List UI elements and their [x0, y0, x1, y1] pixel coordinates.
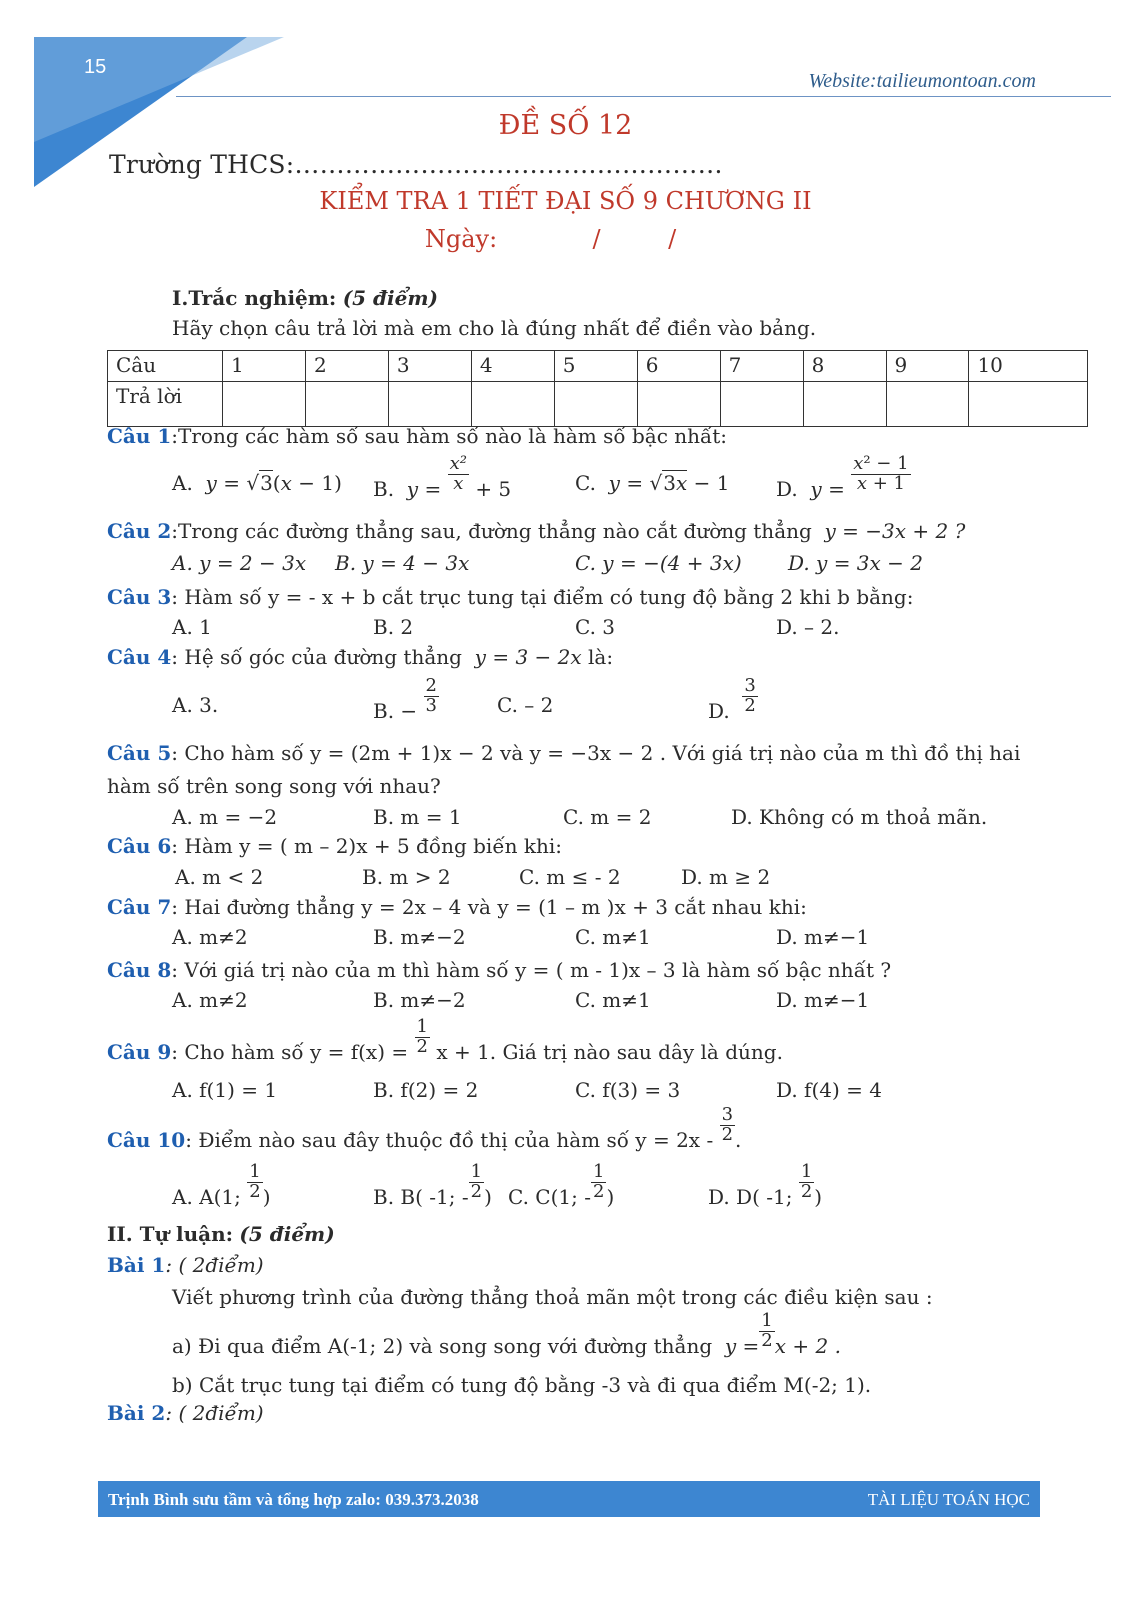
- footer-bar: [98, 1481, 1040, 1517]
- q8-option-a: A. m≠2: [172, 988, 248, 1012]
- answer-cell: [886, 382, 969, 427]
- table-cell: 4: [471, 351, 554, 382]
- q1-option-d: D. y = $\frac{\text{x² − 1}}{x + 1}$: [776, 453, 909, 501]
- q4-option-c: C. – 2: [497, 693, 554, 717]
- question-1: Câu 1:Trong các hàm số sau hàm số nào là hàm số bậc nhất:: [107, 424, 728, 448]
- date-line: [0, 225, 1131, 253]
- q6-option-a: A. m < 2: [175, 865, 264, 889]
- q3-option-a: A. 1: [172, 615, 212, 639]
- q10-option-b: B. B( -1; - $\frac{1}{2}$ ): [373, 1161, 492, 1209]
- q5-option-a: A. m = −2: [172, 805, 278, 829]
- table-cell: 8: [803, 351, 886, 382]
- q2-option-a: A. y = 2 − 3x: [172, 551, 307, 575]
- q2-option-c: C. y = −(4 + 3x): [575, 551, 742, 575]
- q1-option-a: A. y = √3(x − 1): [172, 471, 342, 495]
- bai1-text: Viết phương trình của đường thẳng thoả mãn một trong các điều kiện sau :: [172, 1285, 933, 1309]
- q7-option-a: A. m≠2: [172, 925, 248, 949]
- question-3: Câu 3: Hàm số y = - x + b cắt trục tung tại điểm có tung độ bằng 2 khi b bằng:: [107, 585, 914, 609]
- question-2: Câu 2:Trong các đường thẳng sau, đường thẳng nào cắt đường thẳng y = −3x + 2 ?: [107, 519, 966, 543]
- q4-option-d: D. $\frac{3}{2}$: [708, 675, 756, 723]
- answer-cell: [388, 382, 471, 427]
- question-10: Câu 10: Điểm nào sau đây thuộc đồ thị của hàm số y = 2x - $\frac{3}{2}$ .: [107, 1104, 742, 1152]
- table-header-cell: Câu: [108, 351, 223, 382]
- answer-cell: [720, 382, 803, 427]
- q9-option-a: A. f(1) = 1: [172, 1078, 278, 1102]
- section1-instruction: Hãy chọn câu trả lời mà em cho là đúng nhất để điền vào bảng.: [172, 316, 817, 340]
- table-header-cell: Trả lời: [108, 382, 223, 427]
- q10-option-d: D. D( -1; $\frac{1}{2}$ ): [708, 1161, 823, 1209]
- q5-option-d: D. Không có m thoả mãn.: [731, 805, 988, 829]
- q8-option-b: B. m≠−2: [373, 988, 466, 1012]
- q1-option-b: B. y = $\frac{\text{x²}}{x}$ + 5: [373, 453, 512, 501]
- bai2-heading: Bài 2: ( 2điểm): [107, 1401, 264, 1425]
- q4-option-a: A. 3.: [172, 693, 219, 717]
- q4-option-b: B. − $\frac{2}{3}$: [373, 675, 437, 723]
- page-number: 15: [84, 56, 107, 78]
- header-divider: [176, 96, 1111, 97]
- question-4: Câu 4: Hệ số góc của đường thẳng y = 3 − 2x là:: [107, 645, 614, 669]
- table-cell: 5: [554, 351, 637, 382]
- date-label: Ngày:: [424, 225, 498, 253]
- answer-table: [107, 350, 1088, 427]
- question-8: Câu 8: Với giá trị nào của m thì hàm số y = ( m - 1)x – 3 là hàm số bậc nhất ?: [107, 958, 892, 982]
- table-row: [108, 351, 1088, 382]
- q6-option-d: D. m ≥ 2: [681, 865, 771, 889]
- question-9: Câu 9: Cho hàm số y = f(x) = $\frac{1}{2}$ x + 1. Giá trị nào sau dây là dúng.: [107, 1016, 783, 1064]
- exam-title: KIỂM TRA 1 TIẾT ĐẠI SỐ 9 CHƯƠNG II: [319, 187, 812, 215]
- table-cell: 10: [969, 351, 1088, 382]
- q8-option-d: D. m≠−1: [776, 988, 870, 1012]
- school-line: Trường THCS:……………………………………………: [109, 150, 723, 179]
- q8-option-c: C. m≠1: [575, 988, 651, 1012]
- website-url: Website:tailieumontoan.com: [808, 70, 1036, 92]
- footer-credit: Trịnh Bình sưu tầm và tổng hợp zalo: 039.373.2038: [108, 1490, 479, 1509]
- q3-option-d: D. – 2.: [776, 615, 840, 639]
- table-cell: 2: [305, 351, 388, 382]
- question-7: Câu 7: Hai đường thẳng y = 2x – 4 và y = (1 – m )x + 3 cắt nhau khi:: [107, 895, 807, 919]
- question-6: Câu 6: Hàm y = ( m – 2)x + 5 đồng biến khi:: [107, 834, 563, 858]
- q2-option-b: B. y = 4 − 3x: [335, 551, 470, 575]
- q7-option-d: D. m≠−1: [776, 925, 870, 949]
- q7-option-b: B. m≠−2: [373, 925, 466, 949]
- footer-brand: TÀI LIỆU TOÁN HỌC: [867, 1490, 1030, 1509]
- answer-cell: [223, 382, 306, 427]
- date-separator: /: [592, 225, 601, 253]
- q9-option-c: C. f(3) = 3: [575, 1078, 681, 1102]
- bai1-part-a: a) Đi qua điểm A(-1; 2) và song song với đường thẳng y = $\frac{1}{2}$ x + 2 .: [172, 1310, 841, 1358]
- answer-cell: [305, 382, 388, 427]
- section2-heading: II. Tự luận: (5 điểm): [107, 1222, 335, 1246]
- q5-option-b: B. m = 1: [373, 805, 462, 829]
- answer-cell: [637, 382, 720, 427]
- table-cell: 6: [637, 351, 720, 382]
- q1-option-c: C. y = √3x − 1: [575, 471, 730, 495]
- q9-option-b: B. f(2) = 2: [373, 1078, 479, 1102]
- section1-heading: I.Trắc nghiệm: (5 điểm): [172, 286, 438, 310]
- table-cell: 1: [223, 351, 306, 382]
- answer-cell: [803, 382, 886, 427]
- answer-cell: [969, 382, 1088, 427]
- q10-option-c: C. C(1; - $\frac{1}{2}$ ): [508, 1161, 615, 1209]
- answer-cell: [471, 382, 554, 427]
- q2-option-d: D. y = 3x − 2: [788, 551, 924, 575]
- q10-option-a: A. A(1; $\frac{1}{2}$ ): [172, 1161, 271, 1209]
- bai1-part-b: b) Cắt trục tung tại điểm có tung độ bằng -3 và đi qua điểm M(-2; 1).: [172, 1373, 872, 1397]
- exam-number-title: ĐỀ SỐ 12: [498, 110, 633, 141]
- question-5: Câu 5: Cho hàm số y = (2m + 1)x − 2 và y = −3x − 2 . Với giá trị nào của m thì đồ thị hai: [107, 741, 1021, 765]
- q9-option-d: D. f(4) = 4: [776, 1078, 882, 1102]
- date-separator: /: [668, 225, 677, 253]
- bai1-heading: Bài 1: ( 2điểm): [107, 1253, 264, 1277]
- answer-cell: [554, 382, 637, 427]
- table-row: [108, 382, 1088, 427]
- question-5-cont: hàm số trên song song với nhau?: [107, 774, 441, 798]
- table-cell: 9: [886, 351, 969, 382]
- q7-option-c: C. m≠1: [575, 925, 651, 949]
- q3-option-c: C. 3: [575, 615, 616, 639]
- table-cell: 3: [388, 351, 471, 382]
- q6-option-b: B. m > 2: [362, 865, 451, 889]
- q6-option-c: C. m ≤ - 2: [519, 865, 621, 889]
- table-cell: 7: [720, 351, 803, 382]
- q5-option-c: C. m = 2: [563, 805, 652, 829]
- q3-option-b: B. 2: [373, 615, 414, 639]
